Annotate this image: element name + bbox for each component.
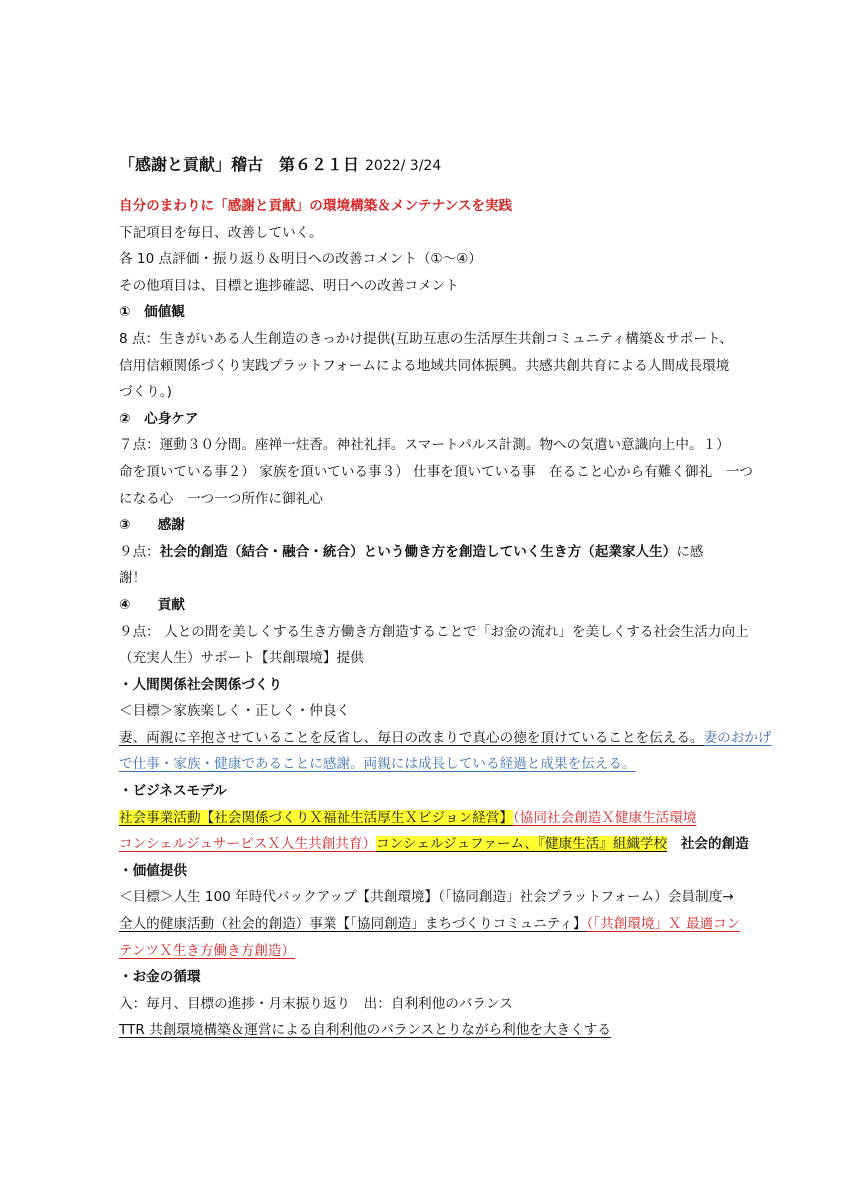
- money-text-underlined: TTR 共創環境構築＆運営による自利利他のバランスとりながら利他を大きくする: [119, 1022, 611, 1039]
- section3-prefix: ９点：: [119, 543, 160, 560]
- relations-heading: ・人間関係社会関係づくり: [119, 676, 283, 693]
- business-line-1: [119, 805, 739, 832]
- money-line-1: 入：毎月、目標の進捗・月末振り返り 出：自利利他のバランス: [119, 995, 513, 1012]
- section3-suffix: に感: [676, 543, 704, 560]
- intro-line-2: 各 10 点評価・振り返り＆明日への改善コメント（①～④）: [119, 251, 482, 268]
- section3-line-2: 謝！: [119, 570, 147, 587]
- section1-line-2: 信用信頼関係づくり実践プラットフォームによる地域共同体振興。共感共創共育による人間成長環境: [119, 357, 730, 374]
- business-highlight-2: コンシェルジュファーム、『健康生活』組織学校: [376, 836, 668, 853]
- document-body: [119, 150, 772, 1044]
- business-red-1: （協同社会創造Ｘ健康生活環境: [512, 809, 697, 826]
- business-heading: ・ビジネスモデル: [119, 783, 227, 800]
- section3-heading: ③ 感謝: [119, 517, 185, 534]
- value-line-1: ＜目標＞人生 100 年時代バックアップ【共創環境】（「協同創造」社会プラットフォーム）会員制度→: [119, 889, 734, 906]
- relations-text-black: 妻、両親に辛抱させていることを反省し、毎日の改まりで真心の徳を頂けていることを伝える。: [119, 729, 704, 746]
- value-text-red-2: テンツＸ生き方働き方創造）: [119, 942, 296, 959]
- relations-goal: ＜目標＞家族楽しく・正しく・仲良く: [119, 703, 351, 720]
- value-text-red-1: （「共創環境」Ｘ 最適コン: [586, 916, 741, 933]
- section2-heading: ② 心身ケア: [119, 410, 199, 427]
- value-line-2: [119, 911, 739, 938]
- value-line-3: [119, 938, 739, 965]
- relations-line-1: [119, 725, 772, 752]
- section2-line-2: 命を頂いている事２） 家族を頂いている事３） 仕事を頂いている事 在ること心から有難く御礼 一つ: [119, 463, 753, 480]
- section1-heading: ① 価値観: [119, 304, 185, 321]
- section2-line-1: ７点：運動３０分間。座禅一炷香。神社礼拝。スマートパルス計測。物への気遣い意識向上中。１）: [119, 437, 730, 454]
- title-text: 「感謝と貢献」稽古 第６２１日: [119, 155, 360, 174]
- value-heading: ・価値提供: [119, 862, 187, 879]
- business-bold: 社会的創造: [680, 836, 749, 853]
- section4-line-2: （充実人生）サポート【共創環境】提供: [119, 650, 364, 667]
- subtitle: 自分のまわりに「感謝と貢献」の環境構築＆メンテナンスを実践: [119, 198, 513, 214]
- relations-line-2: [119, 751, 739, 778]
- title-date: 2022/ 3/24: [365, 158, 442, 174]
- section1-line-3: づくり。): [119, 384, 172, 401]
- relations-text-blue-1: 妻のおかげ: [703, 729, 772, 746]
- section4-line-1: ９点： 人との間を美しくする生き方働き方創造することで「お金の流れ」を美しくする社会生活力向上: [119, 623, 749, 640]
- business-red-2: コンシェルジュサービスＸ人生共創共育）: [119, 836, 377, 853]
- relations-text-blue-2: で仕事・家族・健康であることに感謝。両親には成長している経過と成果を伝える。: [119, 756, 636, 773]
- money-line-2: [119, 1017, 739, 1044]
- value-text-black: 全人的健康活動（社会的創造）事業【「協同創造」まちづくりコミュニティ】: [119, 916, 587, 933]
- section3-bold-text: 社会的創造（結合・融合・統合）という働き方を創造していく生き方（起業家人生）: [159, 543, 677, 560]
- business-highlight-1: 社会事業活動【社会関係づくりＸ福祉生活厚生Ｘビジョン経営】: [119, 809, 513, 826]
- section1-line-1: 8 点：生きがいある人生創造のきっかけ提供(互助互恵の生活厚生共創コミュニティ構築＆サポート、: [119, 330, 733, 347]
- intro-line-1: 下記項目を毎日、改善していく。: [119, 224, 323, 241]
- money-heading: ・お金の循環: [119, 969, 201, 986]
- intro-line-3: その他項目は、目標と進捗確認、明日への改善コメント: [119, 277, 459, 294]
- section4-heading: ④ 貢献: [119, 596, 185, 613]
- section2-line-3: になる心 一つ一つ所作に御礼心: [119, 490, 323, 507]
- business-line-2: [119, 831, 749, 858]
- section3-line-1: [119, 539, 739, 566]
- page-title: [119, 150, 739, 181]
